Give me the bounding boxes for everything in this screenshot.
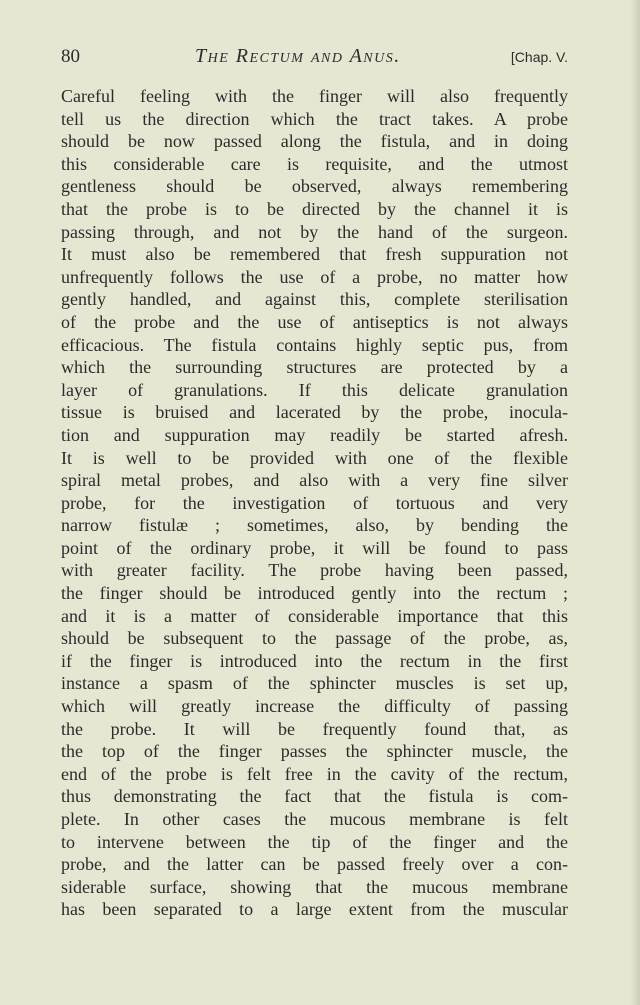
text-line: narrow fistulæ ; sometimes, also, by bending the — [61, 515, 568, 536]
text-line: Careful feeling with the finger will also frequently — [61, 86, 568, 106]
text-line: probe, and the latter can be passed freely over a con- — [61, 854, 568, 875]
text-line: with greater facility. The probe having been passed, — [61, 560, 568, 581]
chapter-reference: [Chap. V. — [510, 49, 568, 65]
text-line: thus demonstrating the fact that the fistula is com- — [61, 786, 568, 807]
text-line: should be now passed along the fistula, and in doing — [61, 131, 568, 152]
text-line: gentleness should be observed, always remembering — [61, 176, 568, 197]
text-line: unfrequently follows the use of a probe, no matter how — [61, 266, 568, 287]
text-line: which the surrounding structures are protected by a — [61, 357, 568, 378]
text-line: instance a spasm of the sphincter muscles is set up, — [61, 673, 568, 694]
running-title: The Rectum and Anus. — [195, 45, 401, 67]
text-line: the finger should be introduced gently into the rectum ; — [61, 583, 568, 604]
page-header — [61, 46, 568, 74]
text-line: that the probe is to be directed by the channel it is — [61, 198, 568, 219]
text-line: which will greatly increase the difficulty of passing — [61, 696, 568, 717]
text-line: has been separated to a large extent from the muscular — [61, 899, 568, 920]
text-line: gently handled, and against this, complete sterilisation — [61, 289, 568, 310]
text-line: efficacious. The fistula contains highly septic pus, from — [61, 334, 568, 355]
page-number: 80 — [61, 46, 80, 67]
text-line: It must also be remembered that fresh suppuration not — [61, 244, 568, 265]
body-paragraph — [61, 85, 568, 921]
text-line: spiral metal probes, and also with a very fine silver — [61, 470, 568, 491]
text-line: plete. In other cases the mucous membrane is felt — [61, 809, 568, 829]
text-line: tell us the direction which the tract takes. A probe — [61, 108, 568, 129]
text-line: layer of granulations. If this delicate granulation — [61, 379, 568, 400]
text-line: the probe. It will be frequently found that, as — [61, 718, 568, 739]
text-line: if the finger is introduced into the rectum in the first — [61, 650, 568, 671]
text-line: and it is a matter of considerable importance that this — [61, 605, 568, 626]
text-line: should be subsequent to the passage of the probe, as, — [61, 628, 568, 649]
text-line: the top of the finger passes the sphincter muscle, the — [61, 741, 568, 762]
text-line: siderable surface, showing that the mucous membrane — [61, 876, 568, 897]
page-edge-shadow — [630, 0, 640, 1005]
text-line: passing through, and not by the hand of the surgeon. — [61, 221, 568, 242]
text-line: It is well to be provided with one of the flexible — [61, 447, 568, 468]
text-line: this considerable care is requisite, and the utmost — [61, 153, 568, 174]
text-line: of the probe and the use of antiseptics is not always — [61, 311, 568, 332]
text-line: point of the ordinary probe, it will be found to pass — [61, 537, 568, 558]
text-line: tion and suppuration may readily be started afresh. — [61, 424, 568, 445]
text-line: end of the probe is felt free in the cavity of the rectum, — [61, 763, 568, 784]
text-line: tissue is bruised and lacerated by the probe, inocula- — [61, 402, 568, 423]
text-line: probe, for the investigation of tortuous and very — [61, 492, 568, 513]
text-line: to intervene between the tip of the finger and the — [61, 831, 568, 852]
